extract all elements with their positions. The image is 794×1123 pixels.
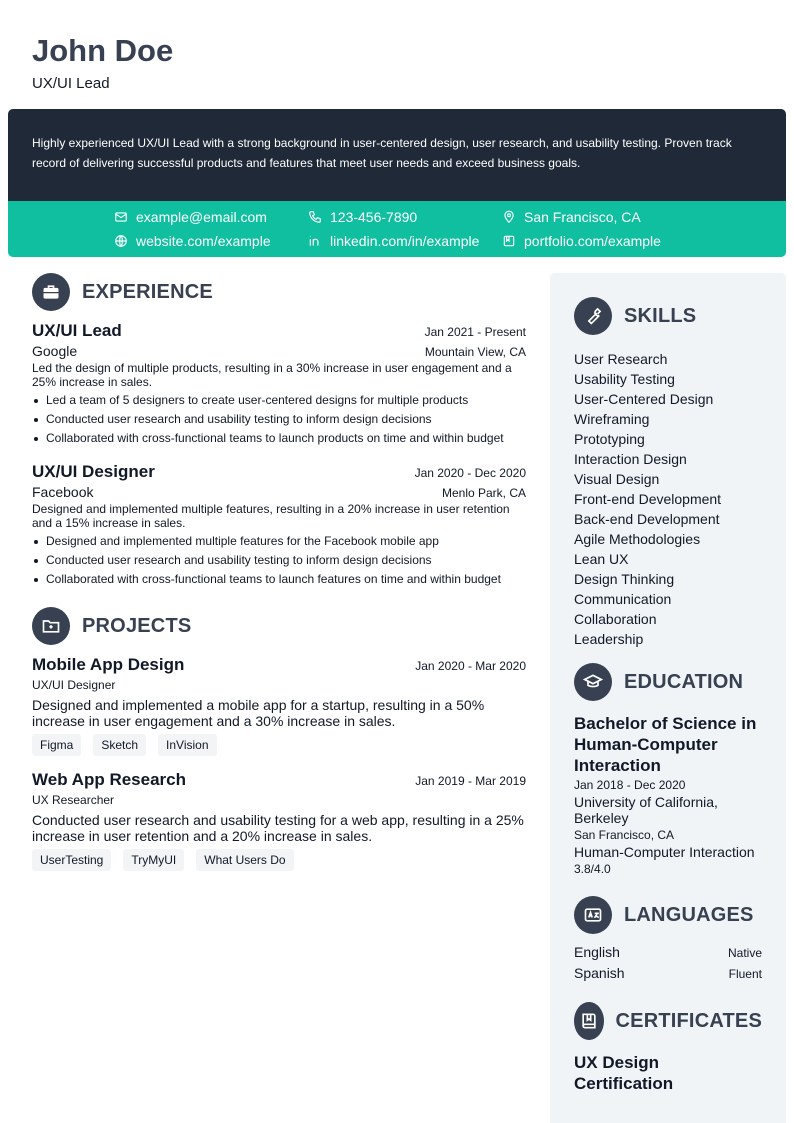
certificate-item: UX Design Certification	[574, 1053, 674, 1093]
list-item: User-Centered Design	[574, 391, 714, 407]
list-item: Front-end Development	[574, 491, 722, 507]
list-item: Wireframing	[574, 411, 650, 427]
experience-entry	[32, 321, 526, 448]
summary-text: Highly experienced UX/UI Lead with a strong background in user-centered design, user research, and usability testing. Proven track record of delivering successful products and features that meet user needs and exceed business goals.	[32, 136, 732, 170]
contact-bar	[8, 201, 786, 257]
job-role: UX/UI Lead	[32, 321, 122, 340]
linkedin-icon	[308, 234, 322, 248]
list-item: Collaborated with cross-functional teams to launch features on time and within budget	[32, 570, 526, 589]
project-entry	[32, 770, 526, 871]
education-field: Human-Computer Interaction	[574, 844, 755, 860]
portfolio-icon	[502, 234, 516, 248]
contact-email-text: example@email.com	[136, 209, 267, 225]
contact-phone[interactable]	[308, 209, 417, 225]
project-name: Web App Research	[32, 770, 186, 789]
tag: TryMyUI	[123, 849, 184, 871]
summary-section	[8, 109, 786, 201]
education-dates: Jan 2018 - Dec 2020	[574, 778, 686, 792]
contact-portfolio-text: portfolio.com/example	[524, 233, 661, 249]
languages-title: LANGUAGES	[624, 903, 754, 926]
list-item: Collaborated with cross-functional teams to launch products on time and within budget	[32, 429, 526, 448]
list-item: Conducted user research and usability testing to inform design decisions	[32, 551, 526, 570]
project-row	[32, 655, 526, 675]
list-item: User Research	[574, 351, 668, 367]
projects-heading	[32, 607, 526, 645]
list-item: Lean UX	[574, 551, 629, 567]
tag: What Users Do	[196, 849, 293, 871]
language-level: Fluent	[728, 967, 762, 981]
experience-row	[32, 321, 526, 341]
list-item: Communication	[574, 591, 672, 607]
experience-entry	[32, 462, 526, 589]
list-item: Designed and implemented multiple features for the Facebook mobile app	[32, 532, 526, 551]
project-tags	[32, 734, 526, 756]
list-item: Collaboration	[574, 611, 657, 627]
graduation-cap-icon	[574, 663, 612, 701]
education-title: EDUCATION	[624, 670, 744, 693]
tag: Sketch	[93, 734, 146, 756]
job-dates: Jan 2020 - Dec 2020	[414, 466, 526, 480]
project-tags	[32, 849, 526, 871]
contact-linkedin-text: linkedin.com/in/example	[330, 233, 480, 249]
list-item: Visual Design	[574, 471, 660, 487]
list-item: Back-end Development	[574, 511, 720, 527]
language-row	[574, 942, 762, 963]
contact-location	[502, 209, 641, 225]
project-description: Designed and implemented a mobile app for a startup, resulting in a 50% increase in user engagement and a 30% increase in sales.	[32, 697, 485, 729]
project-name: Mobile App Design	[32, 655, 185, 674]
contact-linkedin[interactable]	[308, 233, 479, 249]
list-item: Led a team of 5 designers to create user-centered designs for multiple products	[32, 391, 526, 410]
mail-icon	[114, 210, 128, 224]
project-role: UX/UI Designer	[32, 678, 116, 692]
projects-title: PROJECTS	[82, 614, 192, 637]
list-item: Prototyping	[574, 431, 645, 447]
experience-title: EXPERIENCE	[82, 280, 213, 303]
skills-list	[574, 349, 762, 649]
contact-location-text: San Francisco, CA	[524, 209, 641, 225]
contact-website-text: website.com/example	[136, 233, 271, 249]
resume-header	[32, 32, 173, 92]
education-school: University of California, Berkeley	[574, 794, 718, 826]
tag: InVision	[158, 734, 216, 756]
certificates-heading	[574, 1002, 762, 1040]
project-dates: Jan 2020 - Mar 2020	[415, 659, 526, 673]
job-company: Facebook	[32, 484, 94, 500]
tag: Figma	[32, 734, 81, 756]
sidebar	[550, 273, 786, 1123]
list-item: Agile Methodologies	[574, 531, 701, 547]
languages-heading	[574, 896, 762, 934]
candidate-title: UX/UI Lead	[32, 75, 110, 92]
job-location: Menlo Park, CA	[441, 486, 526, 500]
job-description: Led the design of multiple products, resulting in a 30% increase in user engagement and a 25% increase in sales.	[32, 361, 512, 389]
list-item: Design Thinking	[574, 571, 675, 587]
job-location: Mountain View, CA	[424, 345, 526, 359]
contact-email[interactable]	[114, 209, 267, 225]
experience-row	[32, 484, 526, 500]
job-dates: Jan 2021 - Present	[424, 325, 526, 339]
job-bullets	[32, 391, 526, 448]
contact-portfolio[interactable]	[502, 233, 661, 249]
project-description: Conducted user research and usability testing for a web app, resulting in a 25% increase in user retention and a 20% increase in sales.	[32, 812, 524, 844]
languages-list	[574, 942, 762, 984]
language-name: Spanish	[574, 965, 625, 981]
contact-phone-text: 123-456-7890	[330, 209, 418, 225]
certificates-title: CERTIFICATES	[615, 1009, 762, 1032]
language-row	[574, 963, 762, 984]
skills-title: SKILLS	[624, 304, 697, 327]
list-item: Usability Testing	[574, 371, 675, 387]
briefcase-icon	[32, 273, 70, 311]
contact-website[interactable]	[114, 233, 271, 249]
education-degree: Bachelor of Science in Human-Computer Interaction	[574, 714, 757, 775]
project-row	[32, 770, 526, 790]
job-bullets	[32, 532, 526, 589]
experience-row	[32, 343, 526, 359]
experience-row	[32, 462, 526, 482]
language-level: Native	[727, 946, 762, 960]
main-column	[32, 273, 526, 871]
phone-icon	[308, 210, 322, 224]
folder-icon	[32, 607, 70, 645]
job-role: UX/UI Designer	[32, 462, 155, 481]
education-heading	[574, 663, 762, 701]
skills-heading	[574, 297, 762, 335]
job-company: Google	[32, 343, 78, 359]
job-description: Designed and implemented multiple features, resulting in a 20% increase in user retention and a 15% increase in sales.	[32, 502, 510, 530]
list-item: Leadership	[574, 631, 644, 647]
list-item: Interaction Design	[574, 451, 687, 467]
candidate-name: John Doe	[32, 33, 174, 68]
book-icon	[574, 1002, 604, 1040]
project-dates: Jan 2019 - Mar 2019	[415, 774, 526, 788]
map-pin-icon	[502, 210, 516, 224]
language-name: English	[574, 944, 620, 960]
globe-icon	[114, 234, 128, 248]
education-location: San Francisco, CA	[574, 828, 675, 842]
project-role: UX Researcher	[32, 793, 115, 807]
experience-heading	[32, 273, 526, 311]
wrench-icon	[574, 297, 612, 335]
project-entry	[32, 655, 526, 756]
education-gpa: 3.8/4.0	[574, 862, 611, 876]
list-item: Conducted user research and usability testing to inform design decisions	[32, 410, 526, 429]
tag: UserTesting	[32, 849, 111, 871]
translate-icon	[574, 896, 612, 934]
